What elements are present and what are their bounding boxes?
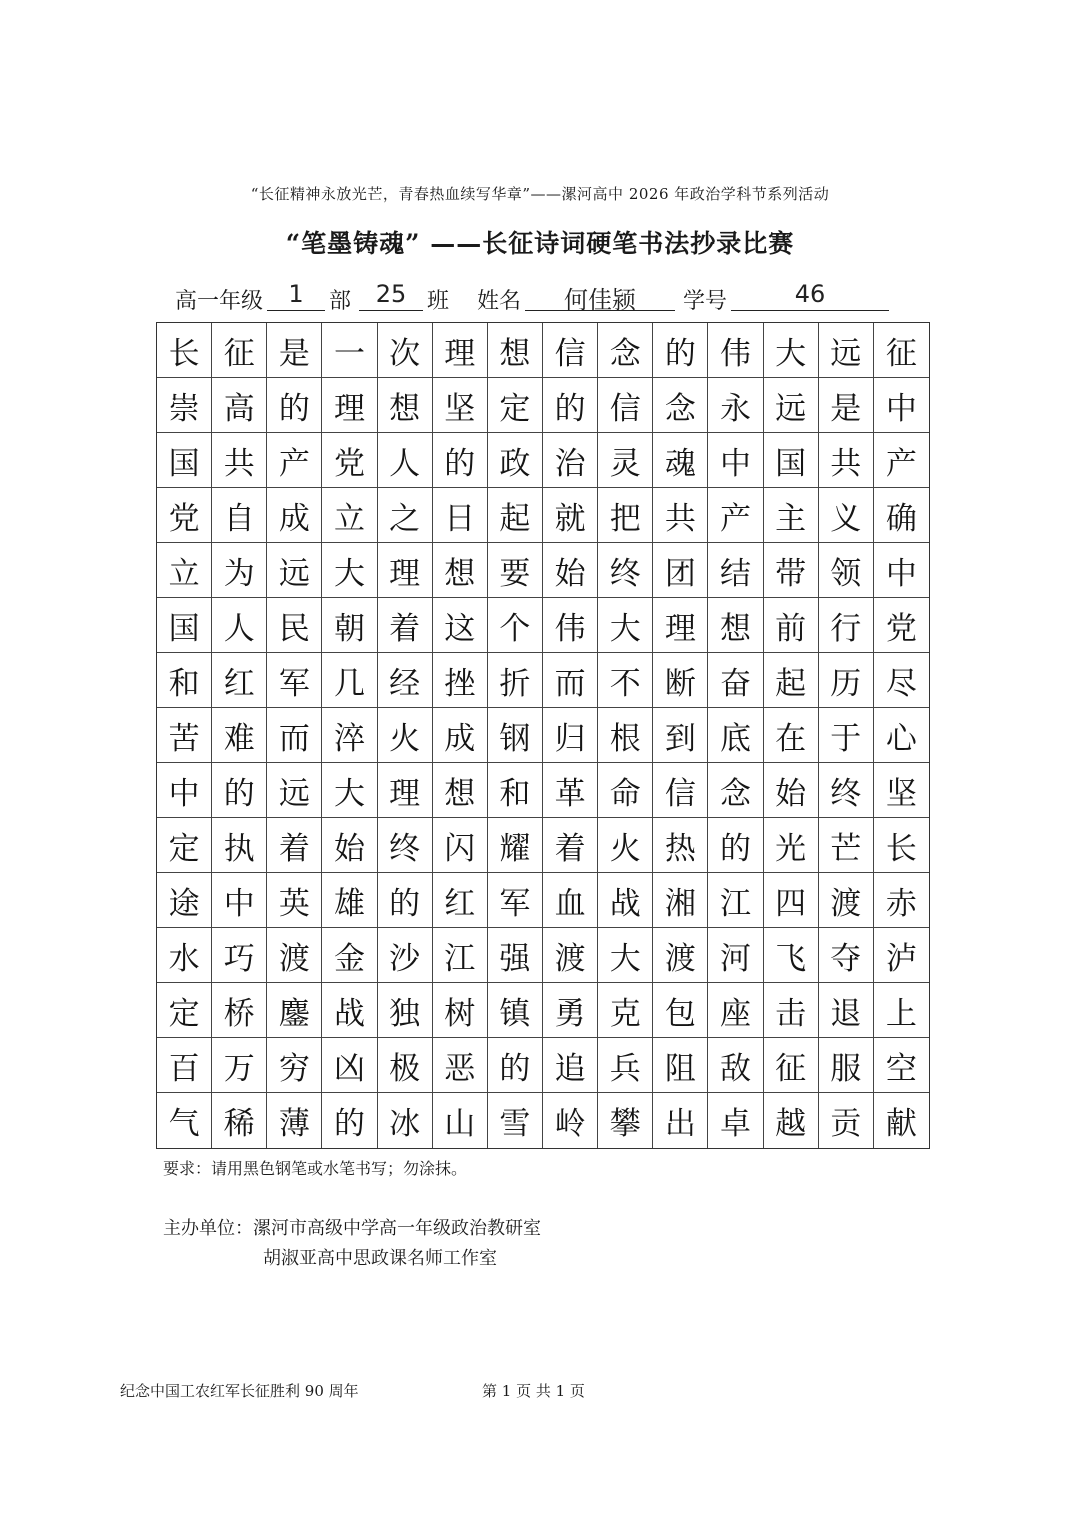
grid-cell[interactable]: 要: [488, 543, 543, 598]
grid-cell[interactable]: 耀: [488, 818, 543, 873]
grid-cell[interactable]: 前: [764, 598, 819, 653]
grid-cell[interactable]: 兵: [598, 1038, 653, 1093]
grid-cell[interactable]: 始: [322, 818, 377, 873]
grid-cell[interactable]: 江: [708, 873, 763, 928]
grid-cell[interactable]: 贡: [819, 1093, 874, 1148]
grid-cell[interactable]: 独: [378, 983, 433, 1038]
grid-cell[interactable]: 民: [267, 598, 322, 653]
grid-cell[interactable]: 心: [874, 708, 929, 763]
grid-cell[interactable]: 退: [819, 983, 874, 1038]
grid-cell[interactable]: 战: [322, 983, 377, 1038]
requirements-note: 要求：请用黑色钢笔或水笔书写；勿涂抹。: [163, 1159, 468, 1178]
grid-cell[interactable]: 敌: [708, 1038, 763, 1093]
grid-cell[interactable]: 的: [543, 378, 598, 433]
grid-cell[interactable]: 的: [322, 1093, 377, 1148]
grid-cell[interactable]: 大: [322, 543, 377, 598]
grid-cell[interactable]: 的: [708, 818, 763, 873]
grid-cell[interactable]: 难: [212, 708, 267, 763]
grid-cell[interactable]: 灵: [598, 433, 653, 488]
grid-cell[interactable]: 击: [764, 983, 819, 1038]
grid-cell[interactable]: 包: [653, 983, 708, 1038]
grid-cell[interactable]: 着: [378, 598, 433, 653]
grid-cell[interactable]: 革: [543, 763, 598, 818]
grid-cell[interactable]: 崇: [157, 378, 212, 433]
grid-cell[interactable]: 光: [764, 818, 819, 873]
grid-cell[interactable]: 个: [488, 598, 543, 653]
grid-cell[interactable]: 理: [378, 543, 433, 598]
grid-cell[interactable]: 克: [598, 983, 653, 1038]
grid-cell[interactable]: 理: [433, 323, 488, 378]
grid-cell[interactable]: 闪: [433, 818, 488, 873]
grid-cell[interactable]: 渡: [543, 928, 598, 983]
name-field[interactable]: 何佳颍: [525, 280, 675, 311]
grid-cell[interactable]: 卓: [708, 1093, 763, 1148]
grid-cell[interactable]: 镇: [488, 983, 543, 1038]
grid-cell[interactable]: 大: [598, 928, 653, 983]
grid-cell[interactable]: 百: [157, 1038, 212, 1093]
grid-cell[interactable]: 征: [874, 323, 929, 378]
grid-cell[interactable]: 永: [708, 378, 763, 433]
grid-cell[interactable]: 起: [764, 653, 819, 708]
grid-cell[interactable]: 立: [322, 488, 377, 543]
grid-cell[interactable]: 冰: [378, 1093, 433, 1148]
grid-cell[interactable]: 着: [267, 818, 322, 873]
department-field[interactable]: 1: [267, 280, 325, 311]
calligraphy-grid: [156, 322, 930, 1149]
grid-cell[interactable]: 人: [212, 598, 267, 653]
grid-cell[interactable]: 为: [212, 543, 267, 598]
grid-cell[interactable]: 念: [708, 763, 763, 818]
grid-cell[interactable]: 火: [378, 708, 433, 763]
grid-cell[interactable]: 定: [157, 983, 212, 1038]
grid-cell[interactable]: 中: [157, 763, 212, 818]
organizer-line-2: 胡淑亚高中思政课名师工作室: [263, 1248, 497, 1269]
grid-cell[interactable]: 大: [598, 598, 653, 653]
grid-cell[interactable]: 想: [433, 543, 488, 598]
grid-cell[interactable]: 共: [212, 433, 267, 488]
grid-cell[interactable]: 自: [212, 488, 267, 543]
grid-cell[interactable]: 确: [874, 488, 929, 543]
grid-cell[interactable]: 河: [708, 928, 763, 983]
grid-cell[interactable]: 远: [764, 378, 819, 433]
grid-cell[interactable]: 芒: [819, 818, 874, 873]
organizer-line-1: 漯河市高级中学高一年级政治教研室: [253, 1218, 541, 1239]
grid-cell[interactable]: 朝: [322, 598, 377, 653]
grid-cell[interactable]: 归: [543, 708, 598, 763]
grid-cell[interactable]: 底: [708, 708, 763, 763]
grid-cell[interactable]: 热: [653, 818, 708, 873]
grid-cell[interactable]: 产: [874, 433, 929, 488]
grid-cell[interactable]: 攀: [598, 1093, 653, 1148]
grid-cell[interactable]: 的: [212, 763, 267, 818]
grid-cell[interactable]: 信: [653, 763, 708, 818]
grid-cell[interactable]: 大: [322, 763, 377, 818]
grid-cell[interactable]: 勇: [543, 983, 598, 1038]
grid-cell[interactable]: 恶: [433, 1038, 488, 1093]
grid-cell[interactable]: 追: [543, 1038, 598, 1093]
grid-cell[interactable]: 尽: [874, 653, 929, 708]
grid-cell[interactable]: 血: [543, 873, 598, 928]
page-title: “笔墨铸魂” ——长征诗词硬笔书法抄录比赛: [285, 229, 795, 258]
grid-cell[interactable]: 钢: [488, 708, 543, 763]
grid-cell[interactable]: 的: [267, 378, 322, 433]
grid-cell[interactable]: 主: [764, 488, 819, 543]
grid-cell[interactable]: 义: [819, 488, 874, 543]
organizer-block: [163, 1214, 541, 1274]
student-info-row: [175, 280, 905, 316]
grid-cell[interactable]: 在: [764, 708, 819, 763]
grid-cell[interactable]: 产: [708, 488, 763, 543]
class-label: 班: [427, 289, 450, 314]
grid-cell[interactable]: 经: [378, 653, 433, 708]
grid-cell[interactable]: 而: [267, 708, 322, 763]
grid-cell[interactable]: 的: [653, 323, 708, 378]
grid-cell[interactable]: 党: [157, 488, 212, 543]
grid-cell[interactable]: 信: [543, 323, 598, 378]
grid-cell[interactable]: 念: [653, 378, 708, 433]
grid-cell[interactable]: 渡: [819, 873, 874, 928]
grid-cell[interactable]: 历: [819, 653, 874, 708]
grid-cell[interactable]: 中: [874, 378, 929, 433]
grid-cell[interactable]: 立: [157, 543, 212, 598]
grid-cell[interactable]: 起: [488, 488, 543, 543]
grid-cell[interactable]: 奋: [708, 653, 763, 708]
grid-cell[interactable]: 气: [157, 1093, 212, 1148]
grid-cell[interactable]: 中: [212, 873, 267, 928]
grid-cell[interactable]: 国: [157, 598, 212, 653]
grid-cell[interactable]: 始: [764, 763, 819, 818]
grid-cell[interactable]: 渡: [653, 928, 708, 983]
grid-cell[interactable]: 终: [819, 763, 874, 818]
grid-cell[interactable]: 带: [764, 543, 819, 598]
grid-cell[interactable]: 巧: [212, 928, 267, 983]
grid-cell[interactable]: 岭: [543, 1093, 598, 1148]
grid-cell[interactable]: 和: [157, 653, 212, 708]
grid-cell[interactable]: 阻: [653, 1038, 708, 1093]
grid-cell[interactable]: 树: [433, 983, 488, 1038]
grid-cell[interactable]: 赤: [874, 873, 929, 928]
footer-commemoration: 纪念中国工农红军长征胜利 90 周年: [120, 1382, 359, 1400]
grid-cell[interactable]: 是: [819, 378, 874, 433]
grid-cell[interactable]: 四: [764, 873, 819, 928]
grid-cell[interactable]: 的: [433, 433, 488, 488]
grid-cell[interactable]: 行: [819, 598, 874, 653]
name-label: 姓名: [477, 289, 522, 314]
grid-cell[interactable]: 远: [267, 763, 322, 818]
grid-cell[interactable]: 一: [322, 323, 377, 378]
grid-cell[interactable]: 军: [267, 653, 322, 708]
grid-cell[interactable]: 坚: [874, 763, 929, 818]
grid-cell[interactable]: 薄: [267, 1093, 322, 1148]
grid-cell[interactable]: 万: [212, 1038, 267, 1093]
grid-cell[interactable]: 桥: [212, 983, 267, 1038]
series-activity-line: “长征精神永放光芒，青春热血续写华章”——漯河高中 2026 年政治学科节系列活动: [250, 185, 830, 203]
grid-cell[interactable]: 根: [598, 708, 653, 763]
grid-cell[interactable]: 产: [267, 433, 322, 488]
grid-cell[interactable]: 想: [708, 598, 763, 653]
grid-cell[interactable]: 共: [819, 433, 874, 488]
grid-cell[interactable]: 党: [322, 433, 377, 488]
grid-cell[interactable]: 红: [212, 653, 267, 708]
grid-cell[interactable]: 伟: [543, 598, 598, 653]
class-field[interactable]: 25: [359, 280, 423, 311]
grid-cell[interactable]: 领: [819, 543, 874, 598]
grid-cell[interactable]: 定: [488, 378, 543, 433]
grid-cell[interactable]: 治: [543, 433, 598, 488]
grid-cell[interactable]: 服: [819, 1038, 874, 1093]
grid-cell[interactable]: 终: [598, 543, 653, 598]
grid-cell[interactable]: 国: [764, 433, 819, 488]
grid-cell[interactable]: 长: [874, 818, 929, 873]
grid-cell[interactable]: 次: [378, 323, 433, 378]
grid-cell[interactable]: 理: [378, 763, 433, 818]
grid-cell[interactable]: 渡: [267, 928, 322, 983]
grid-cell[interactable]: 飞: [764, 928, 819, 983]
grid-cell[interactable]: 火: [598, 818, 653, 873]
grid-cell[interactable]: 这: [433, 598, 488, 653]
grid-cell[interactable]: 伟: [708, 323, 763, 378]
grid-cell[interactable]: 远: [267, 543, 322, 598]
grid-cell[interactable]: 大: [764, 323, 819, 378]
grid-cell[interactable]: 中: [708, 433, 763, 488]
grid-cell[interactable]: 凶: [322, 1038, 377, 1093]
grid-cell[interactable]: 就: [543, 488, 598, 543]
grid-cell[interactable]: 稀: [212, 1093, 267, 1148]
grid-cell[interactable]: 红: [433, 873, 488, 928]
grid-cell[interactable]: 成: [267, 488, 322, 543]
grid-cell[interactable]: 党: [874, 598, 929, 653]
grid-cell[interactable]: 共: [653, 488, 708, 543]
grid-cell[interactable]: 鏖: [267, 983, 322, 1038]
grid-cell[interactable]: 结: [708, 543, 763, 598]
grid-cell[interactable]: 魂: [653, 433, 708, 488]
page-number: 第 1 页 共 1 页: [482, 1382, 585, 1400]
grid-cell[interactable]: 雪: [488, 1093, 543, 1148]
grid-cell[interactable]: 是: [267, 323, 322, 378]
grid-cell[interactable]: 远: [819, 323, 874, 378]
grid-cell[interactable]: 定: [157, 818, 212, 873]
grid-cell[interactable]: 着: [543, 818, 598, 873]
grid-cell[interactable]: 国: [157, 433, 212, 488]
grid-cell[interactable]: 征: [212, 323, 267, 378]
grid-cell[interactable]: 军: [488, 873, 543, 928]
grid-cell[interactable]: 把: [598, 488, 653, 543]
grid-cell[interactable]: 而: [543, 653, 598, 708]
grid-cell[interactable]: 水: [157, 928, 212, 983]
student-no-label: 学号: [683, 289, 728, 314]
grid-cell[interactable]: 折: [488, 653, 543, 708]
grid-cell[interactable]: 和: [488, 763, 543, 818]
grid-cell[interactable]: 坚: [433, 378, 488, 433]
grid-cell[interactable]: 强: [488, 928, 543, 983]
grid-cell[interactable]: 座: [708, 983, 763, 1038]
grid-cell[interactable]: 夺: [819, 928, 874, 983]
grid-cell[interactable]: 团: [653, 543, 708, 598]
grid-cell[interactable]: 执: [212, 818, 267, 873]
grade-label: 高一年级: [175, 289, 264, 314]
grid-cell[interactable]: 苦: [157, 708, 212, 763]
grid-cell[interactable]: 征: [764, 1038, 819, 1093]
department-label: 部: [329, 289, 352, 314]
grid-cell[interactable]: 想: [378, 378, 433, 433]
grid-cell[interactable]: 上: [874, 983, 929, 1038]
grid-cell[interactable]: 的: [488, 1038, 543, 1093]
grid-cell[interactable]: 几: [322, 653, 377, 708]
grid-cell[interactable]: 理: [322, 378, 377, 433]
grid-cell[interactable]: 战: [598, 873, 653, 928]
grid-cell[interactable]: 高: [212, 378, 267, 433]
grid-cell[interactable]: 山: [433, 1093, 488, 1148]
grid-cell[interactable]: 淬: [322, 708, 377, 763]
grid-cell[interactable]: 出: [653, 1093, 708, 1148]
grid-cell[interactable]: 献: [885, 1106, 917, 1142]
grid-cell[interactable]: 日: [433, 488, 488, 543]
grid-cell[interactable]: 想: [433, 763, 488, 818]
grid-cell[interactable]: 的: [378, 873, 433, 928]
grid-cell[interactable]: 江: [433, 928, 488, 983]
organizer-label: 主办单位：: [163, 1218, 253, 1239]
grid-cell[interactable]: 不: [598, 653, 653, 708]
grid-cell[interactable]: 念: [598, 323, 653, 378]
grid-cell[interactable]: 湘: [653, 873, 708, 928]
grid-cell[interactable]: 挫: [433, 653, 488, 708]
grid-cell[interactable]: 途: [157, 873, 212, 928]
grid-cell[interactable]: 信: [598, 378, 653, 433]
grid-cell[interactable]: 终: [378, 818, 433, 873]
grid-cell[interactable]: 政: [488, 433, 543, 488]
grid-cell[interactable]: 想: [488, 323, 543, 378]
grid-cell[interactable]: 理: [653, 598, 708, 653]
grid-cell[interactable]: 中: [874, 543, 929, 598]
grid-cell[interactable]: 空: [874, 1038, 929, 1093]
grid-cell[interactable]: 英: [267, 873, 322, 928]
grid-cell[interactable]: 沙: [378, 928, 433, 983]
grid-cell[interactable]: 长: [157, 323, 212, 378]
grid-cell[interactable]: 断: [653, 653, 708, 708]
grid-cell[interactable]: 命: [598, 763, 653, 818]
grid-cell[interactable]: 成: [433, 708, 488, 763]
grid-cell[interactable]: 于: [819, 708, 874, 763]
grid-cell[interactable]: 泸: [874, 928, 929, 983]
grid-cell[interactable]: 穷: [267, 1038, 322, 1093]
grid-cell[interactable]: 越: [764, 1093, 819, 1148]
grid-cell[interactable]: 始: [543, 543, 598, 598]
grid-cell[interactable]: 雄: [322, 873, 377, 928]
grid-cell[interactable]: 金: [322, 928, 377, 983]
grid-cell[interactable]: 极: [378, 1038, 433, 1093]
grid-cell[interactable]: 之: [378, 488, 433, 543]
grid-cell[interactable]: 到: [653, 708, 708, 763]
grid-cell[interactable]: 人: [378, 433, 433, 488]
student-no-field[interactable]: 46: [731, 280, 889, 311]
